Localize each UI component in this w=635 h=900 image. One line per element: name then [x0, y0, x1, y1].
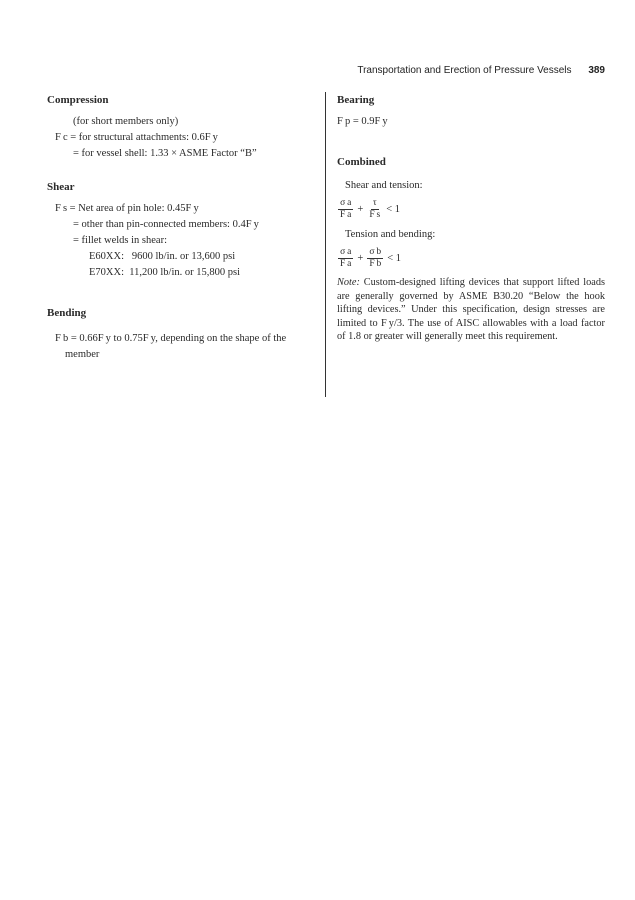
compression-line-1: (for short members only) — [73, 116, 179, 127]
bearing-line-1: F p = 0.9F y — [337, 116, 388, 127]
running-header — [357, 65, 605, 76]
page-number: 389 — [588, 65, 605, 76]
bending-line-2: member — [65, 349, 100, 360]
note-text: Custom-designed lifting devices that support lifted loads are generally governed by ASME B30.20 “Below the hook lifting devices.” Under this specification, design stresses are limited to F y/3. The use of AISC allowables with a load factor of 1.8 or greater will generally meet this requirement. — [337, 277, 606, 342]
compression-line-2: F c = for structural attachments: 0.6F y — [55, 132, 218, 143]
shear-line-2: = other than pin-connected members: 0.4F y — [73, 219, 259, 230]
shear-line-3: = fillet welds in shear: — [73, 235, 167, 246]
shear-line-1: F s = Net area of pin hole: 0.45F y — [55, 203, 199, 214]
shear-heading: Shear — [47, 181, 75, 193]
note-label: Note: — [337, 277, 360, 288]
shear-tension-formula: $\frac{\text{σ a}}{\text{F a}}$ + $\frac{\tau}{\text{F s}}$ < 1 — [340, 198, 401, 220]
fraction-sigma-a-over-Fa-2: $\frac{\text{σ a}}{\text{F a}}$ — [340, 247, 352, 269]
tension-bending-formula: $\frac{\text{σ a}}{\text{F a}}$ + $\frac{\text{σ b}}{\text{F b}}$ < 1 — [340, 247, 402, 269]
right-column — [337, 92, 605, 344]
left-column — [47, 92, 317, 363]
column-divider — [325, 92, 326, 397]
bending-heading: Bending — [47, 307, 87, 319]
combined-heading: Combined — [337, 156, 386, 168]
tension-bending-label: Tension and bending: — [345, 229, 436, 240]
note-paragraph — [337, 276, 605, 344]
compression-line-3: = for vessel shell: 1.33 × ASME Factor “B” — [73, 148, 257, 159]
bending-line-1: F b = 0.66F y to 0.75F y, depending on the shape of the — [55, 333, 287, 344]
header-title: Transportation and Erection of Pressure Vessels — [357, 65, 572, 76]
compression-heading: Compression — [47, 94, 109, 106]
bearing-heading: Bearing — [337, 94, 375, 106]
shear-line-5: E70XX: 11,200 lb/in. or 15,800 psi — [89, 267, 240, 278]
shear-line-4: E60XX: 9600 lb/in. or 13,600 psi — [89, 251, 236, 262]
fraction-sigma-b-over-Fb: $\frac{\text{σ b}}{\text{F b}}$ — [369, 247, 382, 269]
fraction-tau-over-Fs: $\frac{\tau}{\text{F s}}$ — [369, 198, 381, 220]
shear-tension-label: Shear and tension: — [345, 180, 423, 191]
fraction-sigma-a-over-Fa: $\frac{\text{σ a}}{\text{F a}}$ — [340, 198, 352, 220]
